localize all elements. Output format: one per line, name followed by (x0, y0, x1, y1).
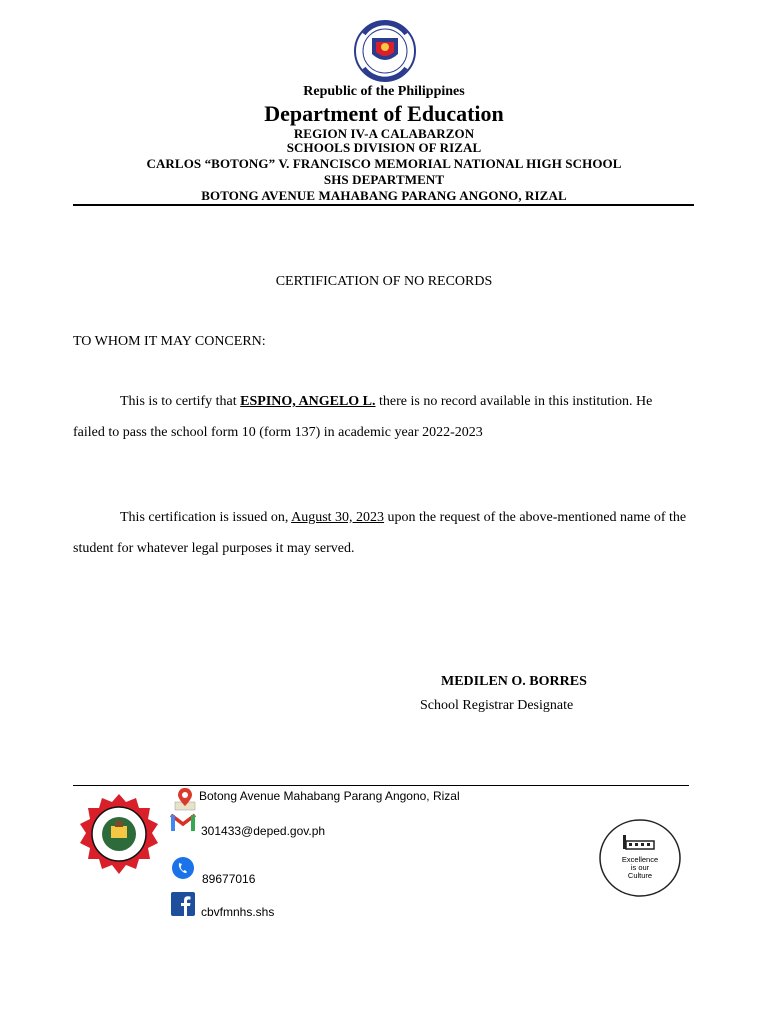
footer-divider (73, 785, 689, 786)
header-address: BOTONG AVENUE MAHABANG PARANG ANGONO, RIZAL (201, 188, 567, 203)
student-name: ESPINO, ANGELO L. (240, 394, 376, 409)
motto-badge-logo (599, 819, 681, 897)
issue-date: August 30, 2023 (291, 510, 385, 525)
paragraph-2-line-1 (120, 510, 686, 526)
paragraph-1-line-2: failed to pass the school form 10 (form 137) in academic year 2022-2023 (73, 425, 483, 440)
paragraph-2-rest: upon the request of the above-mentioned name of the (384, 510, 687, 525)
paragraph-2-lead: This certification is issued on, (120, 510, 292, 525)
header-republic: Republic of the Philippines (303, 84, 465, 99)
school-seal-logo (78, 793, 160, 875)
footer-email[interactable]: 301433@deped.gov.ph (201, 824, 326, 838)
header-division: SCHOOLS DIVISION OF RIZAL (286, 140, 482, 155)
document-title: CERTIFICATION OF NO RECORDS (275, 274, 493, 289)
map-pin-icon (172, 786, 198, 812)
header-school: CARLOS “BOTONG” V. FRANCISCO MEMORIAL NATIONAL HIGH SCHOOL (146, 156, 622, 171)
paragraph-1-lead: This is to certify that (120, 394, 241, 409)
footer-address: Botong Avenue Mahabang Parang Angono, Rizal (199, 789, 460, 803)
phone-icon (171, 856, 197, 882)
signatory-name: MEDILEN O. BORRES (441, 674, 587, 689)
motto-line-1: Excellence (621, 855, 659, 864)
deped-seal-logo (350, 20, 420, 82)
header-department: Department of Education (264, 101, 504, 126)
paragraph-2-line-2: student for whatever legal purposes it may served. (73, 541, 355, 556)
motto-line-2: is our (630, 863, 650, 872)
salutation: TO WHOM IT MAY CONCERN: (73, 334, 266, 349)
gmail-icon (170, 811, 196, 837)
motto-line-3: Culture (627, 871, 653, 880)
header-region: REGION IV-A CALABARZON (293, 126, 475, 141)
paragraph-1-line-1 (120, 394, 652, 410)
header-department-unit: SHS DEPARTMENT (323, 172, 445, 187)
header-divider (73, 204, 694, 206)
paragraph-1-rest: there is no record available in this institution. He (375, 394, 653, 409)
signatory-position: School Registrar Designate (420, 698, 574, 713)
facebook-icon (171, 892, 197, 918)
footer-facebook[interactable]: cbvfmnhs.shs (201, 905, 275, 919)
footer-phone: 89677016 (202, 872, 256, 886)
